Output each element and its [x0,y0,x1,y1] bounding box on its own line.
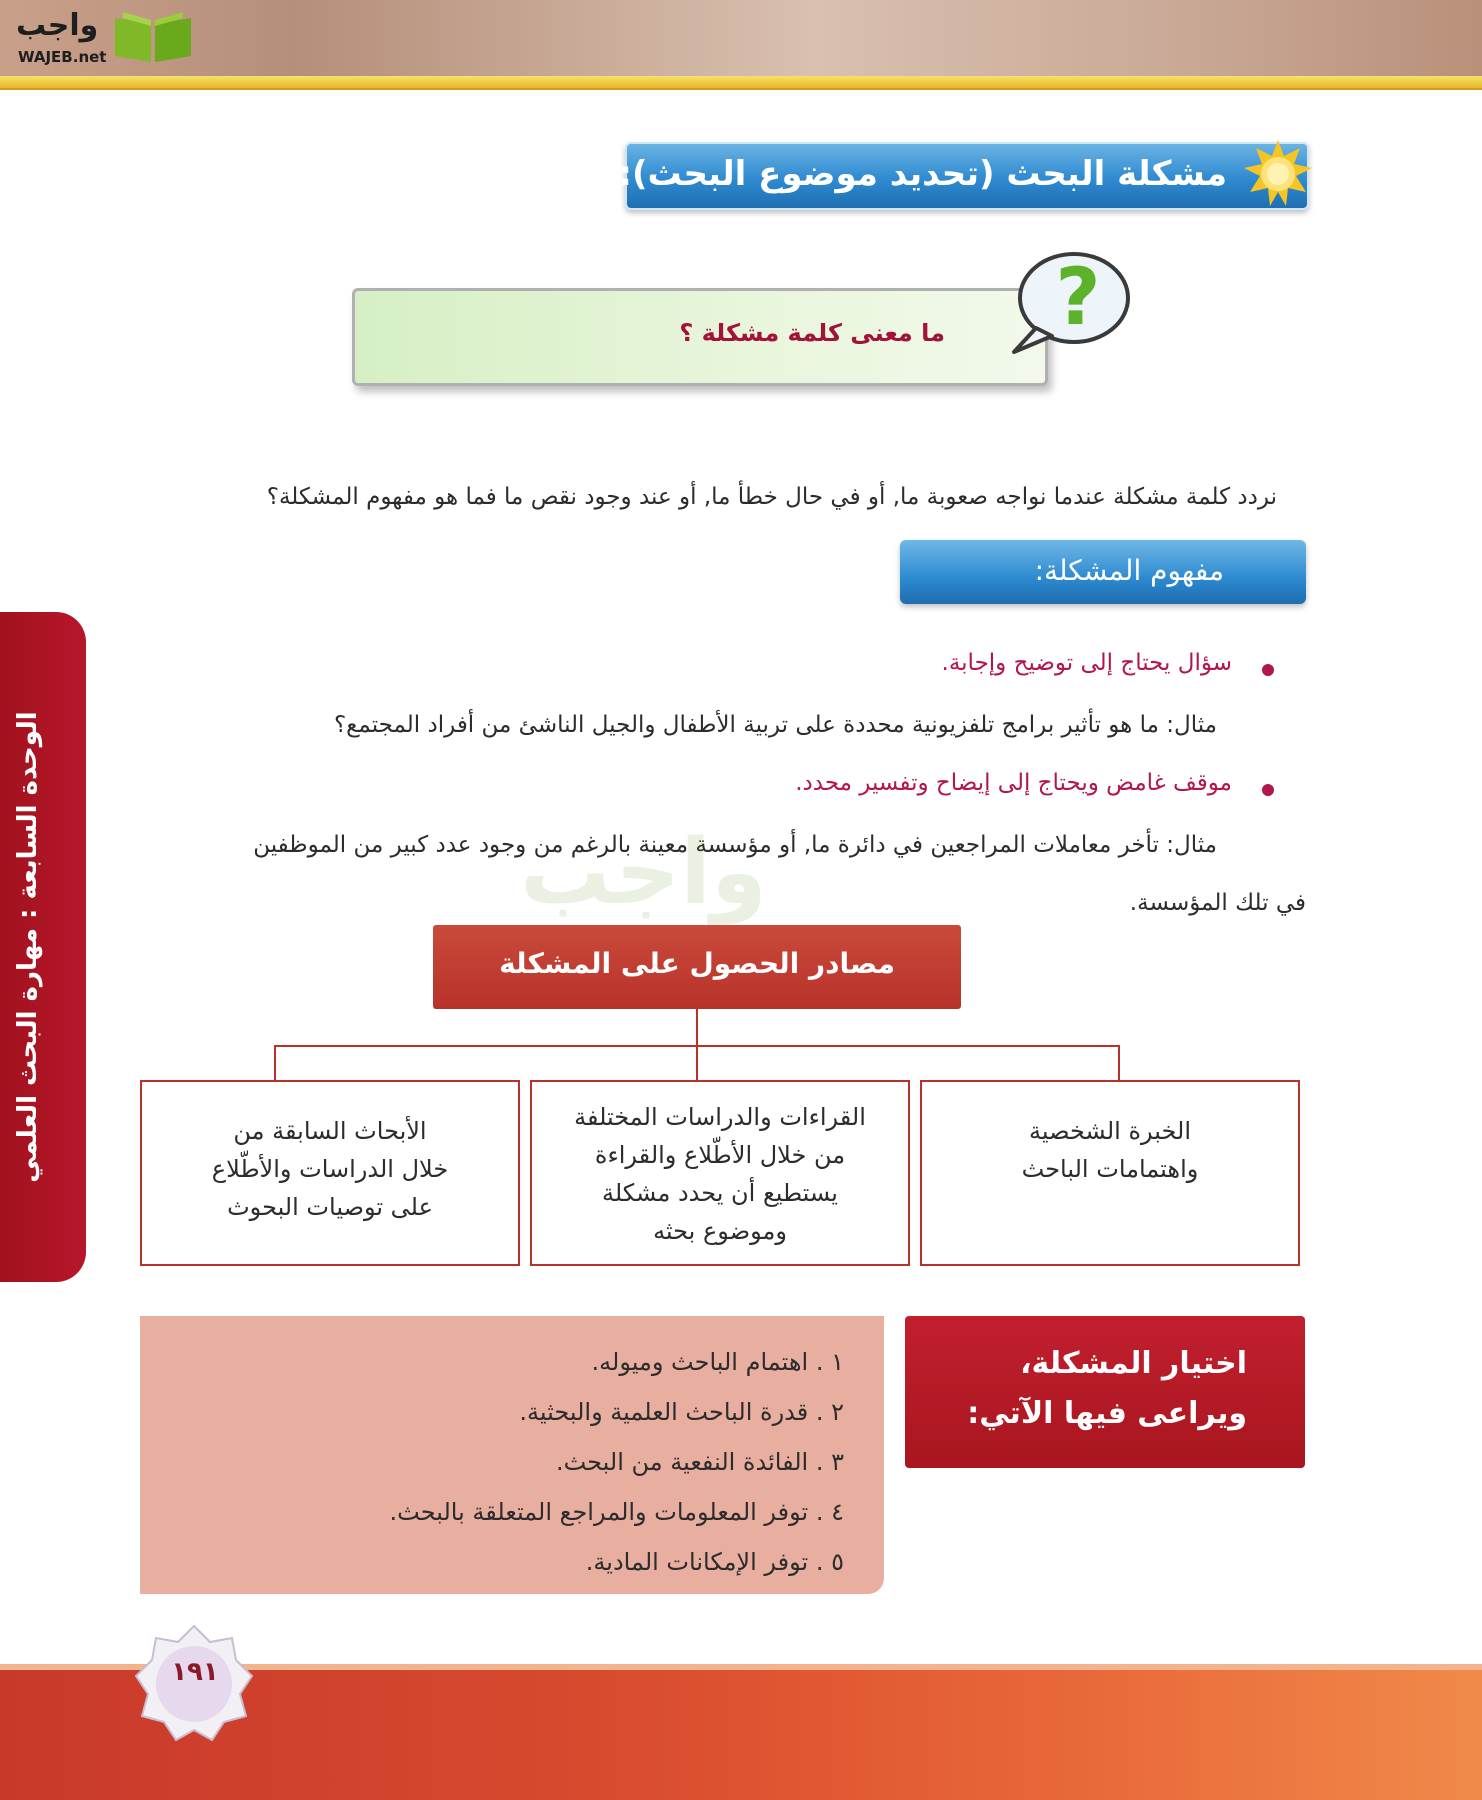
source-line: من خلال الأطّلاع والقراءة [594,1141,846,1169]
concept-title: مفهوم المشكلة: [1034,554,1224,587]
connector-line [696,1009,698,1047]
source-line: الخبرة الشخصية [1029,1117,1191,1145]
source-line: على توصيات البحوث [227,1193,433,1221]
svg-text:?: ? [1055,253,1101,343]
watermark-text: واجب [520,820,767,925]
bullet-dot [1262,784,1274,796]
concept-example-1: مثال: ما هو تأثير برامج تلفزيونية محددة على تربية الأطفال والجيل الناشئ من أفراد المجتمع؟ [333,712,1217,738]
concept-point-2: موقف غامض ويحتاج إلى إيضاح وتفسير محدد. [795,770,1232,796]
sun-icon [1242,138,1314,210]
source-line: القراءات والدراسات المختلفة [574,1103,866,1131]
logo-name: واجب [16,8,99,43]
list-item: ٤ . توفر المعلومات والمراجع المتعلقة بالبحث. [389,1498,844,1526]
concept-example-2-line-1: مثال: تأخر معاملات المراجعين في دائرة ما, أو مؤسسة معينة بالرغم من وجود عدد كبير من الموظفين [253,832,1217,858]
source-line: يستطيع أن يحدد مشكلة [601,1179,838,1207]
top-stripe [0,76,1482,90]
intro-paragraph: نردد كلمة مشكلة عندما نواجه صعوبة ما, أو في حال خطأ ما, أو عند وجود نقص ما فما هو مفهوم المشكلة؟ [266,484,1277,510]
selection-header [905,1316,1305,1468]
source-line: واهتمامات الباحث [1021,1155,1199,1183]
connector-line [696,1045,698,1080]
source-box-readings [530,1080,910,1266]
top-banner [0,0,1482,76]
connector-line [1118,1045,1120,1080]
concept-example-2-line-2: في تلك المؤسسة. [1129,890,1306,916]
source-box-personal-experience [920,1080,1300,1266]
section-title-banner [618,142,1309,210]
sources-header [433,925,961,1009]
concept-point-1: سؤال يحتاج إلى توضيح وإجابة. [941,650,1232,676]
source-box-previous-research [140,1080,520,1266]
bullet-dot [1262,664,1274,676]
list-item: ٥ . توفر الإمكانات المادية. [585,1548,844,1576]
unit-side-tab [0,612,86,1282]
source-line: خلال الدراسات والأطّلاع [211,1155,449,1183]
selection-title-line-2: ويراعى فيها الآتي: [967,1396,1247,1431]
list-item: ١ . اهتمام الباحث وميوله. [591,1348,844,1376]
unit-title: الوحدة السابعة : مهارة البحث العلمي [13,711,43,1183]
connector-line [274,1045,276,1080]
selection-title-line-1: اختيار المشكلة، [1020,1346,1247,1381]
list-item: ٣ . الفائدة النفعية من البحث. [555,1448,844,1476]
logo-domain: WAJEB.net [18,48,107,66]
sources-title: مصادر الحصول على المشكلة [499,947,895,980]
question-bubble-icon [1006,244,1134,360]
question-text: ما معنى كلمة مشكلة ؟ [679,319,945,347]
wajeb-logo[interactable] [8,6,198,68]
source-line: وموضوع بحثه [653,1217,787,1245]
book-icon [113,8,193,64]
list-item: ٢ . قدرة الباحث العلمية والبحثية. [519,1398,844,1426]
question-box [352,288,1048,386]
section-title: مشكلة البحث (تحديد موضوع البحث): [618,154,1227,194]
selection-list [140,1316,884,1594]
source-line: الأبحاث السابقة من [233,1117,427,1145]
concept-title-banner [900,540,1306,604]
page-number: ١٩١ [171,1657,219,1687]
